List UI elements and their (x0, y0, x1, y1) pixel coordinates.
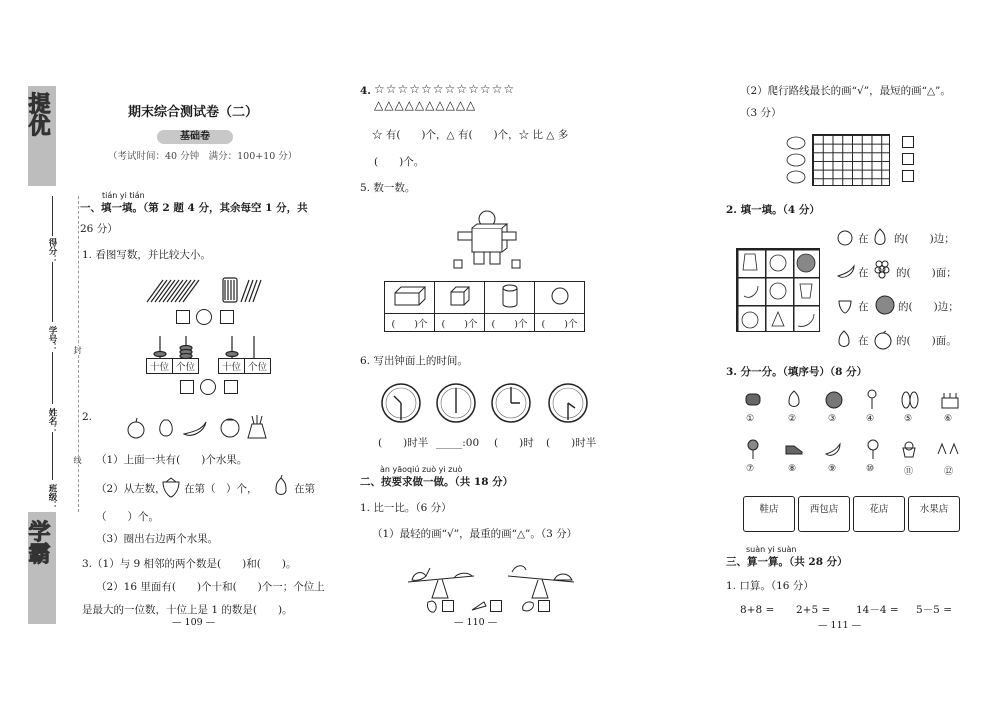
fruit-row-icon (124, 412, 272, 440)
strawberry-icon (836, 296, 854, 314)
sort-heading: 3. 分一分。（填序号）（8 分） (726, 366, 868, 378)
section2-pinyin: àn yāoqiú zuò yi zuò (380, 465, 463, 474)
count-answer-cell[interactable]: ( )个 (535, 314, 585, 332)
shoe-icon (936, 440, 962, 458)
bread-icon (744, 390, 762, 408)
clock-answer[interactable]: _____:00 (436, 437, 480, 449)
cube-icon (449, 285, 471, 307)
banana-icon (836, 262, 856, 280)
abacus-label-table (218, 358, 271, 374)
sort-number: ⑪ (904, 467, 914, 477)
page-number: — 109 — (172, 617, 216, 628)
strawberry-icon (160, 476, 182, 498)
sphere-cell (535, 282, 585, 314)
shop-box-flowers[interactable]: 花店 (853, 496, 905, 532)
q4-line2: ( )个。 (374, 156, 425, 168)
sort-number: ④ (866, 414, 875, 424)
q2-1-sub: （1）最轻的画“√”，最重的画“△”。（3 分） (372, 528, 578, 540)
q2-b-part2: 在第（ ）个， (184, 483, 258, 495)
answer-box[interactable] (180, 380, 194, 394)
section2-heading: 二、按要求做一做。（共 18 分） (360, 476, 514, 488)
calc-item[interactable]: 8+8 = (740, 604, 775, 616)
clock-icon (547, 382, 589, 424)
count-table (384, 281, 585, 332)
pear-icon (272, 474, 290, 498)
sidebar-bottom-label: 学霸 (25, 520, 51, 564)
hedgehog-icon (786, 134, 808, 186)
field-score: 得分： (47, 238, 57, 264)
flower-icon (864, 388, 880, 410)
shop-box-fruit[interactable]: 水果店 (908, 496, 960, 532)
answer-box[interactable] (442, 600, 454, 612)
balance-scale-icon (502, 558, 582, 600)
q1-text: 1. 看图写数，并比较大小。 (82, 249, 211, 261)
apple-icon (836, 228, 854, 246)
compare-circle[interactable] (200, 379, 216, 395)
sidebar-dashed-line (78, 196, 79, 512)
abacus-label: 个位 (173, 359, 199, 374)
q2-num: 2. (82, 411, 93, 423)
sort-number: ⑧ (788, 464, 797, 474)
carrot-icon (470, 598, 488, 614)
answer-box[interactable] (902, 170, 914, 182)
section1-heading-cont: 26 分） (80, 223, 118, 235)
sort-number: ② (788, 414, 797, 424)
fill-text: 的( )边； (894, 233, 955, 245)
answer-box[interactable] (902, 136, 914, 148)
field-score-line (52, 196, 53, 236)
q3-b: （2）16 里面有( )个十和( )个一；个位上 (96, 581, 325, 593)
q2-1-text: 1. 比一比。（6 分） (360, 502, 452, 514)
sort-number: ⑫ (944, 467, 954, 477)
cake-icon (940, 390, 960, 410)
field-id-line (52, 352, 53, 404)
abacus-label-table (146, 358, 199, 374)
field-name-line (52, 432, 53, 480)
seal-mark-feng: 封 (73, 346, 82, 354)
section1-heading: 一、填一填。（第 2 题 4 分，其余每空 1 分，共 (80, 202, 308, 214)
peach-icon (872, 330, 894, 350)
fill-text: 在 (858, 301, 869, 313)
triangle-row: △△△△△△△△△△ (374, 98, 477, 112)
answer-box[interactable] (176, 310, 190, 324)
count-answer-cell[interactable]: ( )个 (435, 314, 485, 332)
field-id: 学号： (47, 326, 57, 352)
exam-info: （考试时间：40 分钟 满分：100+10 分） (108, 151, 298, 162)
cylinder-cell (485, 282, 535, 314)
subtitle: 基础卷 (180, 131, 210, 142)
clock-icon (380, 382, 422, 424)
q3-c: 是最大的一位数，十位上是 1 的数是( )。 (82, 604, 293, 616)
pear-icon (836, 328, 852, 350)
page-number: — 110 — (454, 617, 498, 628)
pepper-icon (424, 598, 440, 614)
pear-icon (872, 226, 888, 248)
answer-box[interactable] (538, 600, 550, 612)
q2-b-part1: （2）从左数， (96, 483, 166, 495)
abacus-label: 个位 (245, 359, 271, 374)
flower-icon (744, 438, 762, 460)
fill-text: 在 (858, 267, 869, 279)
block-robot-icon (450, 210, 524, 270)
sort-number: ⑨ (828, 464, 837, 474)
slippers-icon (900, 390, 920, 410)
q2-path-score: （3 分） (740, 107, 782, 119)
grape-icon (874, 258, 892, 282)
page-title: 期末综合测试卷（二） (128, 105, 259, 120)
answer-box[interactable] (224, 380, 238, 394)
field-class: 班级： (47, 484, 57, 510)
page-number: — 111 — (818, 620, 862, 631)
section1-pinyin: tián yi tián (102, 191, 145, 200)
q2-b-part4: （ ）个。 (96, 511, 159, 523)
path-grid (812, 134, 890, 186)
abacus-label: 十位 (147, 359, 173, 374)
q5-text: 5. 数一数。 (360, 182, 416, 194)
calc-item[interactable]: 2+5 = (796, 604, 831, 616)
compare-circle[interactable] (196, 309, 212, 325)
watermelon-icon (874, 294, 896, 316)
clock-answer[interactable]: ( )时半 (546, 437, 597, 449)
clock-answer[interactable]: ( )时 (494, 437, 534, 449)
cuboid-icon (393, 285, 427, 307)
seal-mark-xian: 线 (73, 456, 82, 464)
banana-icon (824, 440, 842, 458)
cupcake-icon (900, 440, 918, 458)
cuboid-cell (385, 282, 435, 314)
sidebar-top-label: 提优 (25, 92, 51, 136)
answer-box[interactable] (220, 310, 234, 324)
sort-number: ⑩ (866, 464, 875, 474)
q2-b-part3: 在第 (294, 483, 315, 495)
field-score-line2 (52, 262, 53, 322)
shop-box-shoes[interactable]: 鞋店 (743, 496, 795, 532)
shop-box-bakery[interactable]: 西包店 (798, 496, 850, 532)
fill-text: 的( )面； (896, 267, 957, 279)
fruit-grid-icons (736, 248, 820, 332)
clock-answer[interactable]: ( )时半 (378, 437, 429, 449)
cube-cell (435, 282, 485, 314)
section3-heading: 三、算一算。（共 28 分） (726, 556, 848, 568)
fill-text: 在 (858, 335, 869, 347)
sphere-icon (550, 286, 570, 306)
sort-number: ① (746, 414, 755, 424)
count-answer-cell[interactable]: ( )个 (385, 314, 435, 332)
fill-text: 的( )边； (898, 301, 959, 313)
watermelon-icon (824, 390, 844, 410)
fill-text: 在 (858, 233, 869, 245)
sort-number: ③ (828, 414, 837, 424)
q4-line1: ☆ 有( )个，△ 有( )个，☆ 比 △ 多 (372, 129, 569, 141)
clock-icon (435, 382, 477, 424)
stick-bundle-icon (145, 276, 270, 304)
flower-icon (864, 438, 882, 460)
q3-a: 3.（1）与 9 相邻的两个数是( )和( )。 (82, 558, 297, 570)
oral-heading: 1. 口算。（16 分） (726, 580, 814, 592)
fill-heading: 2. 填一填。（4 分） (726, 204, 820, 216)
eggplant-icon (520, 598, 536, 614)
q2-path-text: （2）爬行路线最长的画“√”，最短的画“△”。 (740, 85, 951, 97)
section3-pinyin: suàn yi suàn (746, 545, 797, 554)
abacus-icon (146, 334, 270, 360)
sort-number: ⑦ (746, 464, 755, 474)
cylinder-icon (501, 284, 519, 308)
answer-box[interactable] (902, 153, 914, 165)
pear-icon (786, 388, 802, 410)
star-row: ☆☆☆☆☆☆☆☆☆☆☆☆ (374, 82, 516, 96)
calc-item[interactable]: 5－5 = (916, 604, 952, 616)
q2-c: （3）圈出右边两个水果。 (96, 533, 219, 545)
count-answer-cell[interactable]: ( )个 (485, 314, 535, 332)
answer-box[interactable] (490, 600, 502, 612)
calc-item[interactable]: 14－4 = (856, 604, 899, 616)
clock-icon (490, 382, 532, 424)
field-name: 姓名： (47, 408, 57, 434)
abacus-label: 十位 (219, 359, 245, 374)
shoe-icon (784, 442, 804, 458)
sort-number: ⑤ (904, 414, 913, 424)
fill-text: 的( )面。 (896, 335, 957, 347)
sort-number: ⑥ (944, 414, 953, 424)
q4-num: 4. (360, 85, 371, 97)
q6-text: 6. 写出钟面上的时间。 (360, 355, 468, 367)
q2-a: （1）上面一共有( )个水果。 (96, 454, 248, 466)
balance-scale-icon (402, 558, 482, 600)
